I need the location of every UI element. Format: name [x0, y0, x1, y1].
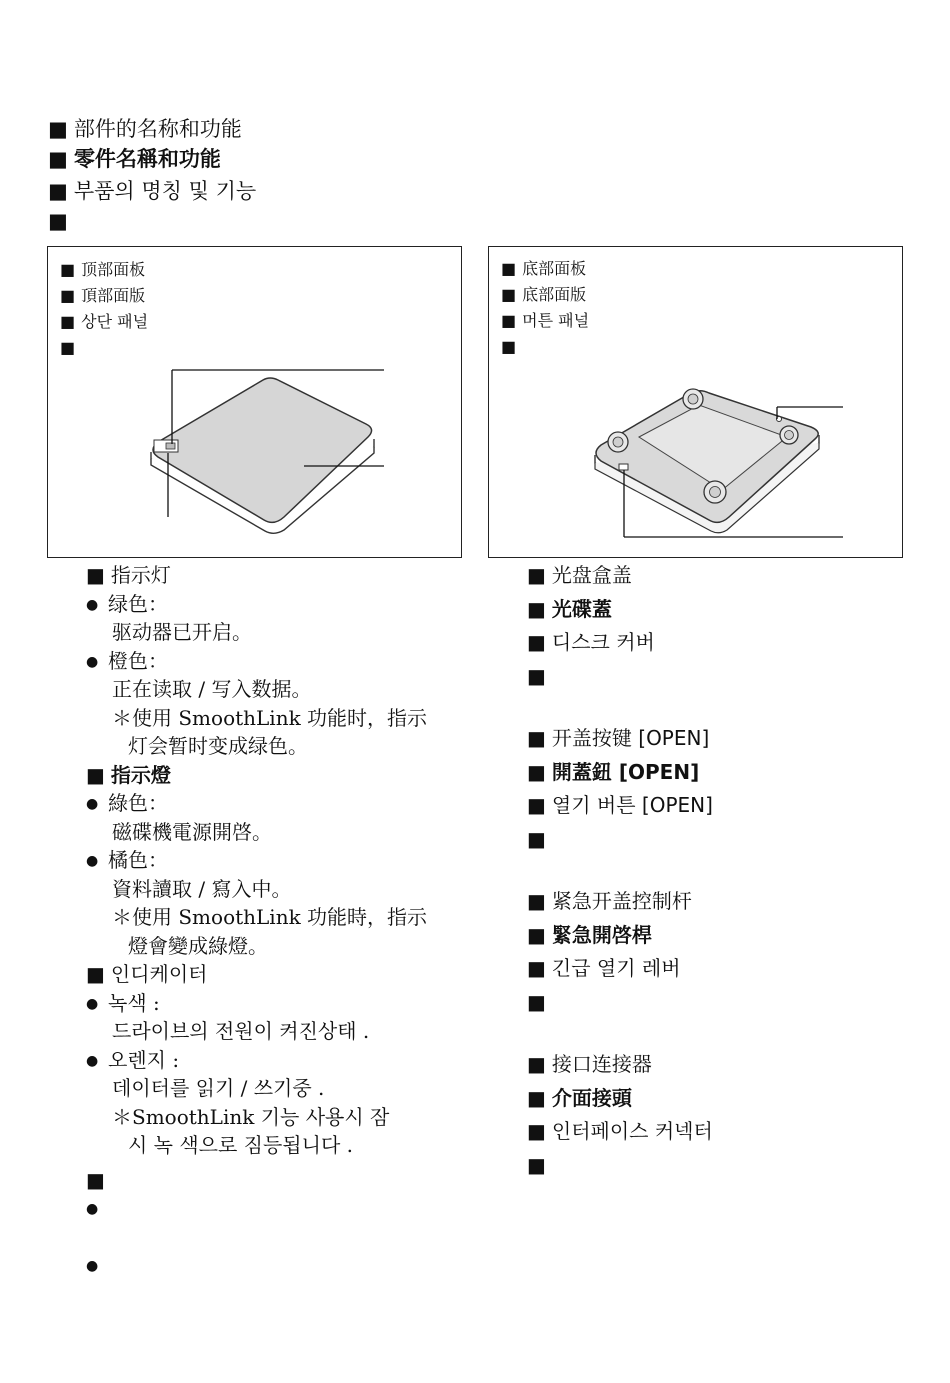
indicator-title-blank: ■: [86, 1167, 105, 1192]
emergency-lever-zh-cn: ■ 紧急开盖控制杆: [527, 889, 692, 913]
disc-cover-zh-cn: ■ 光盘盒盖: [527, 563, 632, 587]
open-button-blank: ■: [527, 826, 546, 851]
open-button-ko: ■ 열기 버튼 [OPEN]: [527, 793, 713, 817]
top-panel-figure: [47, 246, 462, 558]
indicator-title-ko: ■ 인디케이터: [86, 962, 208, 986]
open-button-zh-tw: ■ 開蓋鈕 [OPEN]: [527, 759, 700, 784]
disc-cover-zh-tw: ■ 光碟蓋: [527, 596, 612, 621]
indicator-title-zh-tw: ■ 指示燈: [86, 762, 171, 787]
top-panel-titles: ■ 顶部面板 ■ 頂部面版 ■ 상단 패널 ■: [60, 260, 149, 357]
emergency-lever-zh-tw: ■ 緊急開啓桿: [527, 922, 652, 947]
indicator-note-zh-tw: ＊使用 SmoothLink 功能時，指示: [112, 905, 428, 929]
emergency-lever-ko: ■ 긴급 열기 레버: [527, 956, 681, 980]
indicator-descriptions: ■ 指示灯 ● 绿色： 驱动器已开启。 ● 橙色： 正在读取 / 写入数据。 ＊使用 SmoothLink 功能时，指示 灯会暂时变成绿色。 ■ 指示燈 ● 綠色： 磁碟機電源開啓。 ● 橘色： 資料讀取 / 寫入中。 ＊使用 SmoothLink 功能時，指示 燈會變成綠燈。 ■ 인디케이터 ● 녹색 : 드라이브의 전원이 켜진상태 . ● 오렌지 : 데이터를 읽기 / 쓰기중 . ＊SmoothLink 기능 사용시 잠 시 녹 색으로 짐등됩니다 . ■ ● ●: [86, 563, 428, 1274]
section-heading-ko: ■ 부품의 명칭 및 기능: [48, 179, 257, 203]
drive-bottom-illustration: [489, 247, 904, 559]
section-heading-blank: ■: [48, 209, 68, 233]
open-button-zh-cn: ■ 开盖按键 [OPEN]: [527, 726, 710, 750]
emergency-lever-blank: ■: [527, 989, 546, 1014]
bottom-panel-figure: [488, 246, 903, 558]
indicator-note-ko: ＊SmoothLink 기능 사용시 잠: [112, 1104, 390, 1129]
interface-connector-zh-cn: ■ 接口连接器: [527, 1052, 652, 1076]
indicator-title-zh-cn: ■ 指示灯: [86, 563, 171, 587]
bottom-panel-titles: ■ 底部面板 ■ 底部面版 ■ 머튼 패널 ■: [501, 259, 590, 356]
interface-connector-zh-tw: ■ 介面接頭: [527, 1085, 632, 1110]
disc-cover-ko: ■ 디스크 커버: [527, 630, 655, 654]
drive-top-illustration: [48, 247, 463, 559]
section-heading-zh-cn: ■ 部件的名称和功能: [48, 117, 242, 141]
interface-connector-ko: ■ 인터페이스 커넥터: [527, 1119, 713, 1143]
parts-list: [527, 561, 713, 1179]
indicator-note-zh-cn: ＊使用 SmoothLink 功能时，指示: [112, 705, 428, 730]
interface-connector-blank: ■: [527, 1152, 546, 1177]
section-heading-zh-tw: ■ 零件名稱和功能: [48, 147, 221, 171]
disc-cover-blank: ■: [527, 663, 546, 688]
